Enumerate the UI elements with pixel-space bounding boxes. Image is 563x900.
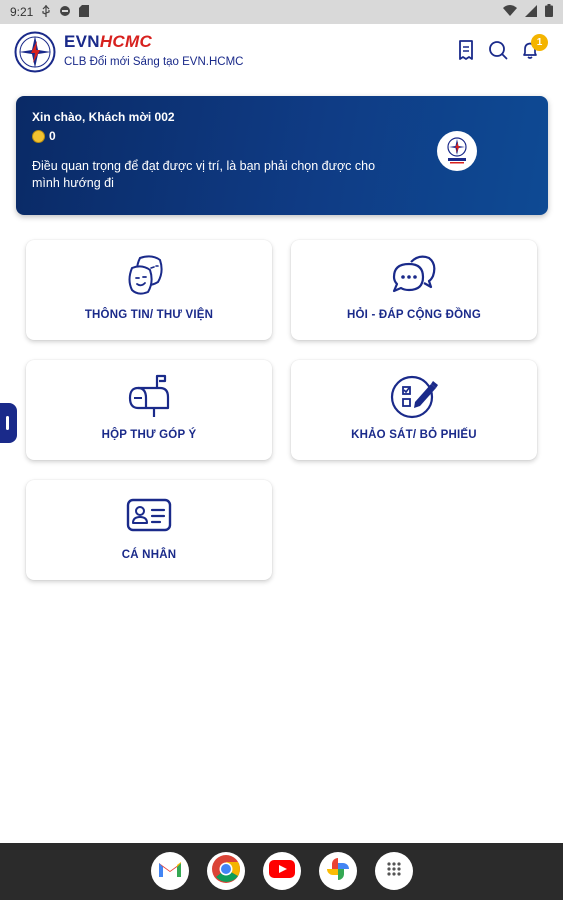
photos-app[interactable] [319, 852, 357, 890]
points-row [32, 129, 56, 143]
tile-label: HỘP THƯ GÓP Ý [101, 429, 197, 441]
app-subtitle: CLB Đổi mới Sáng tạo EVN.HCMC [64, 56, 244, 68]
mailbox-icon [124, 370, 174, 420]
search-icon [488, 40, 508, 65]
side-drawer-handle[interactable] [0, 403, 17, 443]
vpn-icon [59, 5, 71, 20]
tile-personal[interactable] [26, 480, 272, 580]
battery-icon [545, 4, 553, 20]
youtube-icon [269, 860, 295, 883]
tile-feedback-mailbox[interactable] [26, 360, 272, 460]
youtube-app[interactable] [263, 852, 301, 890]
signal-icon [525, 5, 537, 20]
wifi-icon [503, 5, 517, 19]
status-time: 9:21 [10, 5, 34, 19]
document-button[interactable] [455, 41, 477, 63]
tile-community-qa[interactable] [291, 240, 537, 340]
id-card-icon [124, 490, 174, 540]
chrome-app[interactable] [207, 852, 245, 890]
tile-library[interactable] [26, 240, 272, 340]
points-value: 0 [49, 129, 56, 143]
notification-badge: 1 [531, 34, 548, 51]
brand-evn: EVN [64, 32, 100, 51]
brand-name [64, 32, 152, 52]
greeting-text: Xin chào, Khách mời 002 [32, 110, 175, 124]
chrome-icon [211, 854, 241, 889]
sd-card-icon [79, 5, 89, 20]
usb-icon [41, 5, 51, 20]
survey-pen-icon [389, 370, 439, 420]
document-icon [457, 40, 475, 65]
coin-icon [32, 130, 45, 143]
system-dock [0, 843, 563, 900]
welcome-card [16, 96, 548, 215]
tile-label: CÁ NHÂN [121, 549, 177, 561]
tile-label: KHẢO SÁT/ BỎ PHIẾU [351, 429, 477, 441]
search-button[interactable] [487, 41, 509, 63]
faces-icon [124, 250, 174, 300]
gmail-icon [158, 860, 182, 883]
motivational-quote: Điều quan trọng để đạt được vị trí, là bạn phải chọn được cho mình hướng đi [32, 159, 376, 190]
tile-survey-vote[interactable] [291, 360, 537, 460]
evn-logo-small-icon [437, 131, 477, 171]
app-header [0, 24, 563, 82]
chat-bubbles-icon [389, 250, 439, 300]
photos-pinwheel-icon [325, 856, 351, 887]
status-bar [0, 0, 563, 24]
tile-label: THÔNG TIN/ THƯ VIỆN [84, 309, 214, 321]
evn-logo-icon [14, 31, 56, 73]
tile-label: HỎI - ĐÁP CỘNG ĐỒNG [347, 309, 481, 321]
brand-hcmc: HCMC [99, 32, 153, 51]
gmail-app[interactable] [151, 852, 189, 890]
app-drawer[interactable] [375, 852, 413, 890]
apps-grid-icon [386, 861, 402, 882]
